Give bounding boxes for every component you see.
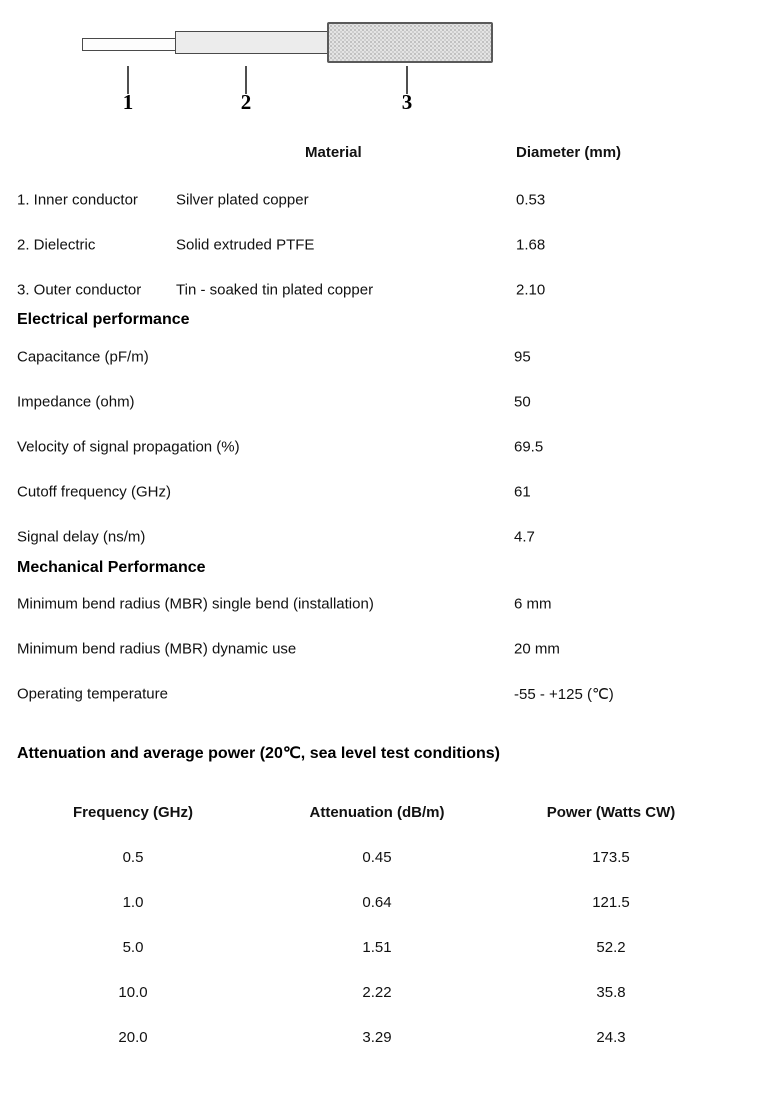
table-row <box>0 880 776 925</box>
attenuation-table-header <box>0 790 776 835</box>
spec-value: 20 mm <box>514 640 560 657</box>
diameter-column-header: Diameter (mm) <box>516 144 622 161</box>
table-row <box>0 970 776 1015</box>
outer-conductor-segment <box>327 22 493 63</box>
spec-value: 6 mm <box>514 595 552 612</box>
attenuation-value: 3.29 <box>362 1029 392 1046</box>
frequency-value: 5.0 <box>122 939 144 956</box>
part-name: 2. Dielectric <box>17 236 96 253</box>
spec-label: Minimum bend radius (MBR) single bend (installation) <box>17 595 374 612</box>
spec-label: Cutoff frequency (GHz) <box>17 483 171 500</box>
part-name: 3. Outer conductor <box>17 281 142 298</box>
frequency-value: 1.0 <box>122 894 144 911</box>
spec-value: 61 <box>514 483 531 500</box>
diagram-label-3: 3 <box>401 90 413 114</box>
power-value: 173.5 <box>592 849 630 866</box>
materials-table <box>0 177 776 312</box>
spec-label: Capacitance (pF/m) <box>17 348 149 365</box>
power-value: 24.3 <box>596 1029 626 1046</box>
spec-label: Velocity of signal propagation (%) <box>17 438 240 455</box>
table-row <box>0 267 776 312</box>
table-row <box>0 379 776 424</box>
electrical-performance-table <box>0 334 776 559</box>
part-diameter: 2.10 <box>516 281 546 298</box>
table-row <box>0 835 776 880</box>
cable-construction-diagram <box>0 0 776 130</box>
attenuation-value: 2.22 <box>362 984 392 1001</box>
table-row <box>0 424 776 469</box>
spec-label: Signal delay (ns/m) <box>17 528 146 545</box>
table-row <box>0 671 776 716</box>
spec-label: Impedance (ohm) <box>17 393 135 410</box>
part-name: 1. Inner conductor <box>17 191 138 208</box>
power-value: 121.5 <box>592 894 630 911</box>
table-row <box>0 925 776 970</box>
frequency-column-header: Frequency (GHz) <box>72 804 193 821</box>
part-material: Tin - soaked tin plated copper <box>176 281 374 298</box>
part-material: Solid extruded PTFE <box>176 236 315 253</box>
table-row <box>0 469 776 514</box>
spec-label: Minimum bend radius (MBR) dynamic use <box>17 640 297 657</box>
attenuation-column-header: Attenuation (dB/m) <box>309 804 445 821</box>
electrical-performance-heading: Electrical performance <box>17 311 190 328</box>
table-row <box>0 222 776 267</box>
diagram-label-2: 2 <box>240 90 252 114</box>
attenuation-table-body <box>0 835 776 1060</box>
table-row <box>0 581 776 626</box>
table-row <box>0 514 776 559</box>
mechanical-performance-heading: Mechanical Performance <box>17 559 206 576</box>
table-row <box>0 626 776 671</box>
table-row <box>0 334 776 379</box>
material-column-header: Material <box>305 144 362 161</box>
power-value: 35.8 <box>596 984 626 1001</box>
frequency-value: 0.5 <box>122 849 144 866</box>
inner-conductor-segment <box>82 38 177 51</box>
table-row <box>0 1015 776 1060</box>
part-material: Silver plated copper <box>176 191 309 208</box>
diagram-label-1: 1 <box>122 90 134 114</box>
spec-value: 69.5 <box>514 438 544 455</box>
materials-table-header <box>0 144 776 164</box>
spec-label: Operating temperature <box>17 685 168 702</box>
spec-value: 4.7 <box>514 528 535 545</box>
attenuation-value: 1.51 <box>362 939 392 956</box>
frequency-value: 20.0 <box>118 1029 148 1046</box>
attenuation-value: 0.45 <box>362 849 392 866</box>
attenuation-heading: Attenuation and average power (20℃, sea level test conditions) <box>17 745 500 762</box>
table-row <box>0 177 776 222</box>
spec-value: 50 <box>514 393 531 410</box>
mechanical-performance-table <box>0 581 776 716</box>
power-column-header: Power (Watts CW) <box>546 804 676 821</box>
attenuation-table <box>0 790 776 1060</box>
spec-value: 95 <box>514 348 531 365</box>
dielectric-segment <box>175 31 331 54</box>
frequency-value: 10.0 <box>118 984 148 1001</box>
part-diameter: 0.53 <box>516 191 546 208</box>
part-diameter: 1.68 <box>516 236 546 253</box>
attenuation-value: 0.64 <box>362 894 392 911</box>
power-value: 52.2 <box>596 939 626 956</box>
spec-value: -55 - +125 (℃) <box>514 685 614 703</box>
